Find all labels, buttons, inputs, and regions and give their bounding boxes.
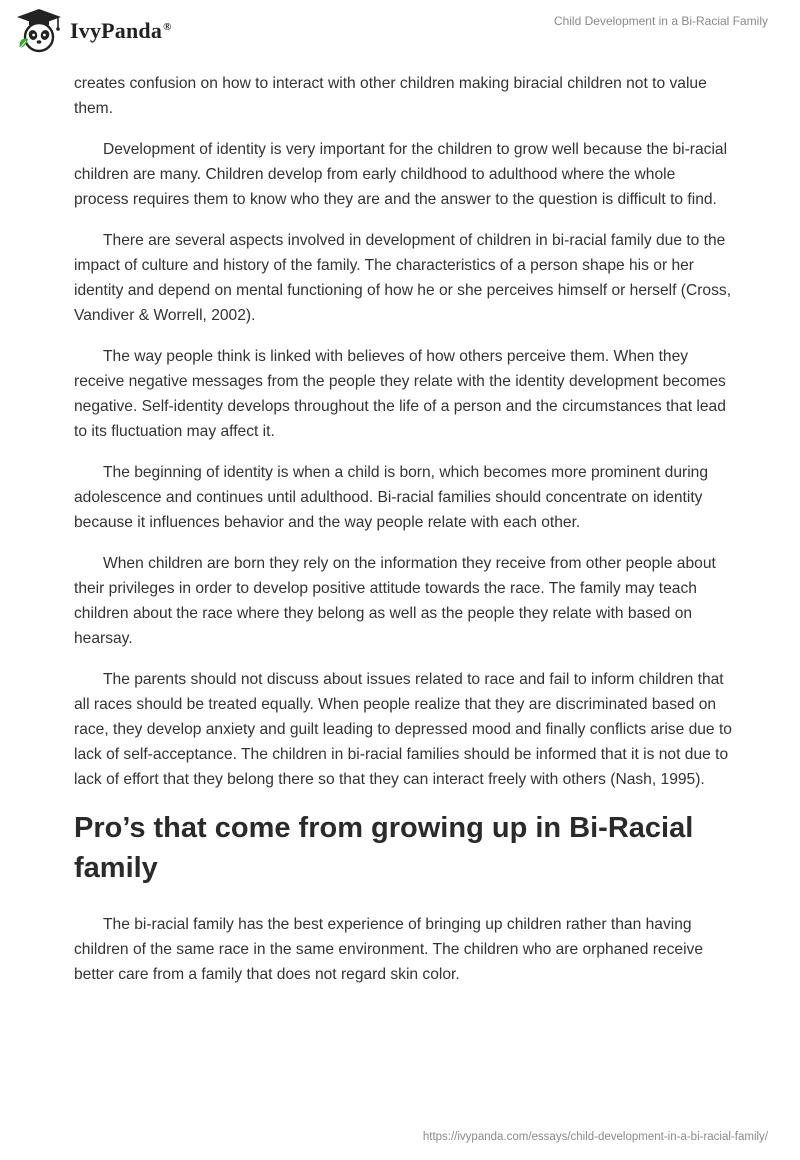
paragraph-continuation: creates confusion on how to interact with other children making biracial children not to value them. — [74, 75, 707, 117]
logo-wordmark — [70, 18, 172, 44]
logo-text: IvyPanda — [70, 18, 163, 43]
source-url[interactable]: https://ivypanda.com/essays/child-development-in-a-bi-racial-family/ — [422, 1131, 768, 1143]
ivypanda-logo[interactable] — [14, 6, 172, 54]
paragraph: The beginning of identity is when a child is born, which becomes more prominent during adolescence and continues until adulthood. Bi-racial families should concentrate on identity because it influences behavior and the way people relate with each other. — [74, 464, 709, 531]
section-heading: Pro’s that come from growing up in Bi-Racial family — [74, 812, 694, 884]
paragraph: Development of identity is very important for the children to grow well because the bi-racial children are many. Children develop from early childhood to adulthood where the whole process requires them to know who they are and the answer to the question is difficult to find. — [74, 141, 728, 208]
paragraph: The bi-racial family has the best experience of bringing up children rather than having children of the same race in the same environment. The children who are orphaned receive better care from a family that does not regard skin color. — [74, 916, 704, 983]
document-title: Child Development in a Bi-Racial Family — [553, 14, 768, 28]
panda-graduate-icon — [14, 6, 64, 54]
paragraph: The parents should not discuss about issues related to race and fail to inform children that all races should be treated equally. When people realize that they are discriminated based on race, they develop anxiety and guilt leading to depressed mood and finally conflicts arise due to lack of self-acceptance. The children in bi-racial families should be informed that it is not due to lack of effort that they belong there so that they can interact freely with others (Nash, 1995). — [74, 671, 732, 788]
essay-content — [74, 71, 734, 1003]
paragraph: The way people think is linked with believes of how others perceive them. When they receive negative messages from the people they relate with the identity development becomes negative. Self-identity develops throughout the life of a person and the circumstances that lead to its fluctuation may affect it. — [74, 348, 726, 440]
page-header — [0, 0, 800, 66]
paragraph: There are several aspects involved in development of children in bi-racial family due to the impact of culture and history of the family. The characteristics of a person shape his or her identity and depend on mental functioning of how he or she perceives himself or herself (Cross, Vandiver & Worrell, 2002). — [74, 232, 732, 324]
registered-mark: ® — [163, 20, 172, 33]
paragraph: When children are born they rely on the information they receive from other people about their privileges in order to develop positive attitude towards the race. The family may teach children about the race where they belong as well as the people they relate with based on hearsay. — [74, 555, 716, 647]
